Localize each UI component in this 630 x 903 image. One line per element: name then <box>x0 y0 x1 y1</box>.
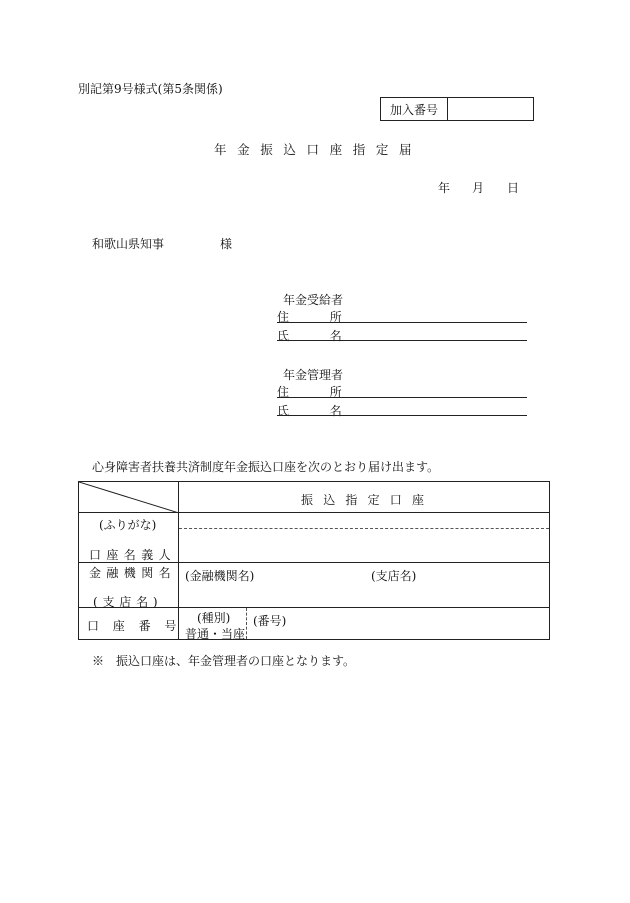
branch-label: (支店名) <box>93 595 163 609</box>
statement: 心身障害者扶養共済制度年金振込口座を次のとおり届け出ます。 <box>92 460 440 474</box>
addressee-suffix: 様 <box>220 237 233 251</box>
recipient-name-line[interactable] <box>277 340 527 341</box>
manager-name-label: 氏 名 <box>277 404 357 418</box>
holder-label: 口座名義人 <box>89 548 177 562</box>
type-label: (種別) <box>197 611 231 625</box>
recipient-name-label: 氏 名 <box>277 329 357 343</box>
holder-field[interactable] <box>189 534 539 558</box>
number-label: (番号) <box>253 614 287 628</box>
addressee: 和歌山県知事 <box>92 237 165 251</box>
type-options[interactable]: 普通・当座 <box>185 627 246 641</box>
date-year: 年 <box>438 181 451 195</box>
member-number-label: 加入番号 <box>381 98 448 120</box>
recipient-address-label: 住 所 <box>277 310 357 324</box>
member-number-box <box>380 97 534 121</box>
branch-field-label: (支店名) <box>371 569 417 583</box>
account-table <box>78 481 550 640</box>
note: ※ 振込口座は、年金管理者の口座となります。 <box>92 654 356 668</box>
form-reference: 別記第9号様式(第5条関係) <box>78 82 223 96</box>
manager-heading: 年金管理者 <box>283 368 344 382</box>
manager-address-line[interactable] <box>277 397 527 398</box>
table-header: 振込指定口座 <box>301 493 435 507</box>
corner-diagonal <box>79 482 179 513</box>
manager-name-line[interactable] <box>277 415 527 416</box>
furigana-field[interactable] <box>189 516 539 528</box>
form-title: 年金振込口座指定届 <box>214 142 423 157</box>
recipient-address-line[interactable] <box>277 322 527 323</box>
date-day: 日 <box>507 181 520 195</box>
member-number-field[interactable] <box>448 98 533 120</box>
manager-address-label: 住 所 <box>277 385 357 399</box>
date-month: 月 <box>472 181 485 195</box>
bank-label: 金融機関名 <box>89 566 177 580</box>
recipient-heading: 年金受給者 <box>283 293 344 307</box>
furigana-label: (ふりがな) <box>99 518 157 532</box>
bank-field-label: (金融機関名) <box>185 569 255 583</box>
account-label: 口座番号 <box>87 619 191 633</box>
